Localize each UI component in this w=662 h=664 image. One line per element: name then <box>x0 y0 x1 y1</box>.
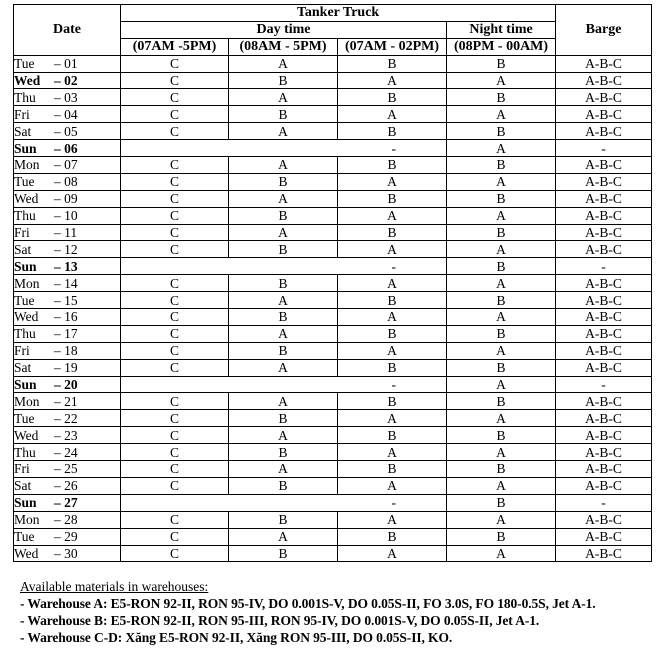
header-shift-3: (07AM - 02PM) <box>338 38 447 55</box>
shift-3-cell: A <box>338 309 447 326</box>
night-shift-cell: A <box>447 477 556 494</box>
date-cell <box>14 157 121 174</box>
day-of-week: Fri <box>14 225 30 241</box>
shift-2-cell: A <box>229 325 338 342</box>
date-cell <box>14 461 121 478</box>
night-shift-cell: A <box>447 241 556 258</box>
date-cell <box>14 545 121 562</box>
date-cell <box>14 359 121 376</box>
date-cell <box>14 140 121 157</box>
shift-3-cell: A <box>338 545 447 562</box>
barge-cell: A-B-C <box>556 224 652 241</box>
table-row <box>14 207 652 224</box>
date-cell <box>14 393 121 410</box>
barge-cell: A-B-C <box>556 427 652 444</box>
date-cell <box>14 190 121 207</box>
shift-2-cell: A <box>229 393 338 410</box>
table-row <box>14 342 652 359</box>
shift-1-cell: C <box>121 342 229 359</box>
shift-1-cell: C <box>121 477 229 494</box>
shift-1-cell: C <box>121 173 229 190</box>
shift-1-cell: C <box>121 89 229 106</box>
shift-2-cell: B <box>229 275 338 292</box>
shift-1-cell: C <box>121 461 229 478</box>
date-cell <box>14 410 121 427</box>
table-row <box>14 477 652 494</box>
barge-cell: A-B-C <box>556 292 652 309</box>
day-number: – 01 <box>54 56 78 72</box>
shift-3-cell: A <box>338 444 447 461</box>
shift-3-cell: A <box>338 477 447 494</box>
barge-cell: A-B-C <box>556 309 652 326</box>
day-number: – 16 <box>54 309 78 325</box>
night-shift-cell: B <box>447 528 556 545</box>
day-number: – 25 <box>54 461 78 477</box>
day-number: – 02 <box>54 73 78 88</box>
shift-1-cell: C <box>121 359 229 376</box>
date-cell <box>14 511 121 528</box>
shift-2-cell: A <box>229 461 338 478</box>
day-of-week: Tue <box>14 56 35 72</box>
shift-1-cell: C <box>121 55 229 72</box>
night-shift-cell: B <box>447 55 556 72</box>
day-of-week: Thu <box>14 444 36 460</box>
barge-cell: A-B-C <box>556 190 652 207</box>
barge-cell: - <box>556 376 652 393</box>
day-of-week: Wed <box>14 545 39 561</box>
table-row <box>14 275 652 292</box>
day-number: – 17 <box>54 326 78 342</box>
notes-title: Available materials in warehouses: <box>20 579 209 594</box>
day-number: – 19 <box>54 360 78 376</box>
date-cell <box>14 72 121 89</box>
day-number: – 28 <box>54 512 78 528</box>
table-row <box>14 72 652 89</box>
day-number: – 26 <box>54 478 78 494</box>
shift-1-cell: C <box>121 72 229 89</box>
day-number: – 20 <box>54 377 78 393</box>
day-number: – 15 <box>54 292 78 308</box>
date-cell <box>14 258 121 275</box>
barge-cell: - <box>556 258 652 275</box>
night-shift-cell: A <box>447 309 556 326</box>
date-cell <box>14 325 121 342</box>
header-shift-1: (07AM -5PM) <box>121 38 229 55</box>
day-of-week: Tue <box>14 529 35 545</box>
barge-cell: A-B-C <box>556 72 652 89</box>
shift-1-cell: C <box>121 393 229 410</box>
day-of-week: Tue <box>14 174 35 190</box>
night-shift-cell: A <box>447 410 556 427</box>
shift-2-cell: A <box>229 359 338 376</box>
day-of-week: Thu <box>14 89 36 105</box>
night-shift-cell: A <box>447 511 556 528</box>
shift-1-cell: C <box>121 325 229 342</box>
night-shift-cell: B <box>447 224 556 241</box>
barge-cell: A-B-C <box>556 410 652 427</box>
day-of-week: Mon <box>14 275 40 291</box>
night-shift-cell: B <box>447 427 556 444</box>
table-row-sunday <box>14 494 652 511</box>
shift-2-cell: A <box>229 528 338 545</box>
shift-2-cell: B <box>229 342 338 359</box>
shift-3-cell: A <box>338 72 447 89</box>
table-row <box>14 511 652 528</box>
barge-cell: A-B-C <box>556 359 652 376</box>
barge-cell: A-B-C <box>556 477 652 494</box>
barge-cell: A-B-C <box>556 444 652 461</box>
table-row <box>14 173 652 190</box>
shift-3-cell: A <box>338 511 447 528</box>
day-number: – 03 <box>54 89 78 105</box>
table-row-sunday <box>14 258 652 275</box>
day-of-week: Mon <box>14 393 40 409</box>
day-of-week: Tue <box>14 410 35 426</box>
night-shift-cell: B <box>447 461 556 478</box>
shift-1-cell: C <box>121 545 229 562</box>
table-row <box>14 190 652 207</box>
table-row <box>14 157 652 174</box>
shift-1-cell: C <box>121 241 229 258</box>
shift-3-cell: B <box>338 427 447 444</box>
shift-3-cell: B <box>338 393 447 410</box>
header-barge: Barge <box>556 5 652 56</box>
date-cell <box>14 427 121 444</box>
date-cell <box>14 342 121 359</box>
shift-3-cell: A <box>338 207 447 224</box>
table-row <box>14 461 652 478</box>
day-of-week: Sat <box>14 360 32 376</box>
night-shift-cell: A <box>447 207 556 224</box>
day-number: – 07 <box>54 157 78 173</box>
night-shift-cell: B <box>447 393 556 410</box>
shift-1-cell: C <box>121 190 229 207</box>
date-cell <box>14 106 121 123</box>
barge-cell: A-B-C <box>556 241 652 258</box>
date-cell <box>14 444 121 461</box>
date-cell <box>14 292 121 309</box>
shift-2-cell: B <box>229 241 338 258</box>
day-of-week: Wed <box>14 191 39 207</box>
shift-3-cell: B <box>338 528 447 545</box>
night-shift-cell: A <box>447 275 556 292</box>
shift-1-cell: C <box>121 444 229 461</box>
shift-2-cell: B <box>229 106 338 123</box>
barge-cell: - <box>556 494 652 511</box>
shift-3-cell: B <box>338 325 447 342</box>
shift-3-cell: B <box>338 55 447 72</box>
night-shift-cell: A <box>447 140 556 157</box>
night-shift-cell: A <box>447 444 556 461</box>
day-number: – 12 <box>54 241 78 257</box>
shift-1-cell: C <box>121 292 229 309</box>
shift-1-cell: C <box>121 224 229 241</box>
barge-cell: A-B-C <box>556 157 652 174</box>
shift-3-cell: A <box>338 241 447 258</box>
day-number: – 22 <box>54 410 78 426</box>
table-row-sunday <box>14 140 652 157</box>
date-cell <box>14 207 121 224</box>
table-row <box>14 359 652 376</box>
day-of-week: Sat <box>14 241 32 257</box>
night-shift-cell: A <box>447 72 556 89</box>
night-shift-cell: B <box>447 157 556 174</box>
shift-1-cell: C <box>121 528 229 545</box>
day-number: – 06 <box>54 140 78 156</box>
shift-1-cell: C <box>121 157 229 174</box>
day-number: – 30 <box>54 545 78 561</box>
date-cell <box>14 275 121 292</box>
day-number: – 14 <box>54 275 78 291</box>
date-cell <box>14 376 121 393</box>
shift-2-cell: A <box>229 89 338 106</box>
shift-2-cell: B <box>229 173 338 190</box>
date-cell <box>14 89 121 106</box>
day-of-week: Thu <box>14 326 36 342</box>
table-row-sunday <box>14 376 652 393</box>
day-of-week: Sat <box>14 478 32 494</box>
day-number: – 29 <box>54 529 78 545</box>
shift-3-cell: B <box>338 359 447 376</box>
day-number: – 24 <box>54 444 78 460</box>
shift-2-cell: B <box>229 545 338 562</box>
barge-cell: A-B-C <box>556 511 652 528</box>
table-row <box>14 89 652 106</box>
table-row <box>14 106 652 123</box>
day-shifts-merged: - <box>121 494 447 511</box>
table-row <box>14 55 652 72</box>
night-shift-cell: B <box>447 123 556 140</box>
shift-2-cell: A <box>229 157 338 174</box>
header-night-time: Night time <box>447 21 556 38</box>
day-number: – 11 <box>54 225 78 241</box>
shift-2-cell: B <box>229 207 338 224</box>
header-day-time: Day time <box>121 21 447 38</box>
night-shift-cell: A <box>447 173 556 190</box>
day-of-week: Mon <box>14 512 40 528</box>
shift-3-cell: B <box>338 292 447 309</box>
shift-1-cell: C <box>121 275 229 292</box>
shift-2-cell: B <box>229 444 338 461</box>
barge-cell: A-B-C <box>556 528 652 545</box>
shift-3-cell: A <box>338 275 447 292</box>
date-cell <box>14 123 121 140</box>
header-date: Date <box>14 5 121 56</box>
day-number: – 04 <box>54 106 78 122</box>
date-cell <box>14 173 121 190</box>
note-warehouse-a: - Warehouse A: E5-RON 92-II, RON 95-IV, DO 0.001S-V, DO 0.05S-II, FO 3.0S, FO 180-0.5S, Jet A-1. <box>20 596 596 611</box>
barge-cell: A-B-C <box>556 207 652 224</box>
shift-3-cell: B <box>338 224 447 241</box>
shift-2-cell: A <box>229 190 338 207</box>
barge-cell: A-B-C <box>556 393 652 410</box>
shift-3-cell: B <box>338 89 447 106</box>
shift-2-cell: A <box>229 55 338 72</box>
note-warehouse-b: - Warehouse B: E5-RON 92-II, RON 95-III, RON 95-IV, DO 0.001S-V, DO 0.05S-II, Jet A-1. <box>20 613 540 628</box>
table-row <box>14 444 652 461</box>
night-shift-cell: B <box>447 494 556 511</box>
day-of-week: Tue <box>14 292 35 308</box>
shift-2-cell: B <box>229 410 338 427</box>
shift-1-cell: C <box>121 410 229 427</box>
night-shift-cell: B <box>447 190 556 207</box>
night-shift-cell: B <box>447 89 556 106</box>
day-of-week: Sat <box>14 123 32 139</box>
tanker-schedule-table <box>13 4 652 562</box>
day-of-week: Sun <box>14 495 37 511</box>
date-cell <box>14 494 121 511</box>
barge-cell: A-B-C <box>556 545 652 562</box>
table-row <box>14 528 652 545</box>
day-number: – 13 <box>54 258 78 274</box>
day-of-week: Mon <box>14 157 40 173</box>
day-number: – 10 <box>54 208 78 224</box>
day-of-week: Sun <box>14 258 37 274</box>
night-shift-cell: B <box>447 292 556 309</box>
shift-1-cell: C <box>121 123 229 140</box>
date-cell <box>14 477 121 494</box>
shift-2-cell: B <box>229 477 338 494</box>
night-shift-cell: A <box>447 342 556 359</box>
shift-2-cell: A <box>229 123 338 140</box>
day-number: – 05 <box>54 123 78 139</box>
shift-3-cell: B <box>338 157 447 174</box>
barge-cell: A-B-C <box>556 461 652 478</box>
shift-2-cell: B <box>229 309 338 326</box>
table-row <box>14 123 652 140</box>
shift-3-cell: A <box>338 173 447 190</box>
barge-cell: A-B-C <box>556 173 652 190</box>
warehouse-notes <box>20 578 652 646</box>
date-cell <box>14 241 121 258</box>
day-number: – 09 <box>54 191 78 207</box>
shift-1-cell: C <box>121 511 229 528</box>
shift-2-cell: B <box>229 511 338 528</box>
shift-2-cell: A <box>229 292 338 309</box>
shift-1-cell: C <box>121 309 229 326</box>
shift-1-cell: C <box>121 106 229 123</box>
shift-3-cell: B <box>338 190 447 207</box>
night-shift-cell: B <box>447 325 556 342</box>
day-of-week: Sun <box>14 140 37 156</box>
barge-cell: A-B-C <box>556 106 652 123</box>
day-of-week: Fri <box>14 461 30 477</box>
day-of-week: Wed <box>14 427 39 443</box>
header-shift-night: (08PM - 00AM) <box>447 38 556 55</box>
night-shift-cell: A <box>447 376 556 393</box>
barge-cell: A-B-C <box>556 55 652 72</box>
day-of-week: Fri <box>14 343 30 359</box>
header-shift-2: (08AM - 5PM) <box>229 38 338 55</box>
shift-1-cell: C <box>121 207 229 224</box>
day-of-week: Wed <box>14 73 41 88</box>
barge-cell: A-B-C <box>556 89 652 106</box>
table-row <box>14 241 652 258</box>
barge-cell: A-B-C <box>556 123 652 140</box>
day-of-week: Thu <box>14 208 36 224</box>
date-cell <box>14 224 121 241</box>
night-shift-cell: B <box>447 258 556 275</box>
day-of-week: Fri <box>14 106 30 122</box>
date-cell <box>14 309 121 326</box>
day-shifts-merged: - <box>121 140 447 157</box>
table-row <box>14 309 652 326</box>
table-row <box>14 325 652 342</box>
table-row <box>14 393 652 410</box>
shift-3-cell: B <box>338 123 447 140</box>
day-shifts-merged: - <box>121 376 447 393</box>
barge-cell: - <box>556 140 652 157</box>
barge-cell: A-B-C <box>556 275 652 292</box>
note-warehouse-cd: - Warehouse C-D: Xăng E5-RON 92-II, Xăng RON 95-III, DO 0.05S-II, KO. <box>20 630 453 645</box>
day-number: – 21 <box>54 393 78 409</box>
night-shift-cell: B <box>447 359 556 376</box>
day-of-week: Sun <box>14 377 37 393</box>
shift-3-cell: A <box>338 342 447 359</box>
schedule-body <box>14 55 652 562</box>
shift-3-cell: B <box>338 461 447 478</box>
day-number: – 08 <box>54 174 78 190</box>
shift-3-cell: A <box>338 410 447 427</box>
night-shift-cell: A <box>447 106 556 123</box>
table-row <box>14 292 652 309</box>
day-number: – 23 <box>54 427 78 443</box>
day-number: – 27 <box>54 495 78 511</box>
table-row <box>14 224 652 241</box>
header-tanker-truck: Tanker Truck <box>121 5 556 22</box>
shift-2-cell: A <box>229 224 338 241</box>
date-cell <box>14 528 121 545</box>
table-row <box>14 545 652 562</box>
table-row <box>14 427 652 444</box>
shift-2-cell: B <box>229 72 338 89</box>
barge-cell: A-B-C <box>556 325 652 342</box>
night-shift-cell: A <box>447 545 556 562</box>
shift-1-cell: C <box>121 427 229 444</box>
day-of-week: Wed <box>14 309 39 325</box>
shift-3-cell: A <box>338 106 447 123</box>
date-cell <box>14 55 121 72</box>
day-shifts-merged: - <box>121 258 447 275</box>
day-number: – 18 <box>54 343 78 359</box>
barge-cell: A-B-C <box>556 342 652 359</box>
shift-2-cell: A <box>229 427 338 444</box>
table-row <box>14 410 652 427</box>
